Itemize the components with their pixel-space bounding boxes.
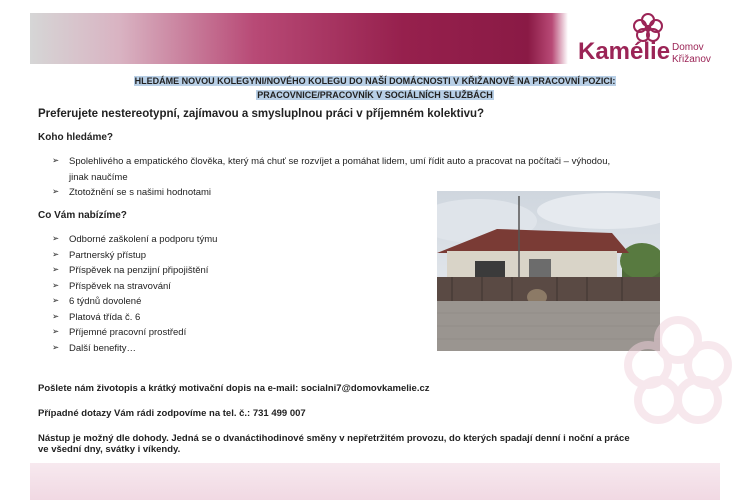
brand-logo <box>560 14 720 74</box>
offer-heading: Co Vám nabízíme? <box>38 210 127 221</box>
list-item: ➢ Platová třída č. 6 <box>52 310 432 326</box>
brand-sub-line-2: Křižanov <box>672 54 711 65</box>
header-banner <box>30 13 528 64</box>
contact-email-line: Pošlete nám životopis a krátký motivační dopis na e-mail: socialni7@domovkamelie.cz <box>38 383 430 394</box>
headline-line-2: PRACOVNICE/PRACOVNÍK V SOCIÁLNÍCH SLUŽBÁCH <box>257 90 493 100</box>
intro-question: Preferujete nestereotypní, zajímavou a smysluplnou práci v příjemném kolektivu? <box>38 108 485 120</box>
start-info-line-1: Nástup je možný dle dohody. Jedná se o dvanáctihodinové směny v nepřetržitém provozu, do kterých spadají denní i noční a práce <box>38 433 630 444</box>
list-item: jinak naučíme <box>69 171 128 183</box>
who-heading: Koho hledáme? <box>38 132 114 143</box>
flower-watermark-icon <box>618 300 738 460</box>
headline-line-1: HLEDÁME NOVOU KOLEGYNI/NOVÉHO KOLEGU DO NAŠÍ DOMÁCNOSTI V KŘIŽANOVĚ NA PRACOVNÍ POZICI: <box>134 76 616 86</box>
list-item: ➢ Odborné zaškolení a podporu týmu <box>52 232 432 248</box>
list-item: ➢ Spolehlivého a empatického člověka, který má chuť se rozvíjet a pomáhat lidem, umí řídit auto a pracovat na počítači – výhodou, <box>52 154 722 170</box>
contact-phone-line: Případné dotazy Vám rádi zodpovíme na tel. č.: 731 499 007 <box>38 408 306 419</box>
start-info-line-2: ve všední dny, svátky i víkendy. <box>38 444 181 455</box>
list-item: ➢ Příjemné pracovní prostředí <box>52 325 432 341</box>
offer-list <box>52 232 432 356</box>
list-item: ➢ 6 týdnů dovolené <box>52 294 432 310</box>
list-item: ➢ Další benefity… <box>52 341 432 357</box>
list-item: ➢ Ztotožnění se s našimi hodnotami <box>52 185 722 201</box>
start-info <box>38 433 718 455</box>
job-headline <box>30 74 720 102</box>
list-item: ➢ Příspěvek na penzijní připojištění <box>52 263 432 279</box>
list-item: ➢ Partnerský přístup <box>52 248 432 264</box>
brand-sub-line-1: Domov <box>672 42 704 53</box>
list-item: ➢ Příspěvek na stravování <box>52 279 432 295</box>
footer-band <box>30 463 720 500</box>
brand-name: Kamélie <box>578 38 671 65</box>
